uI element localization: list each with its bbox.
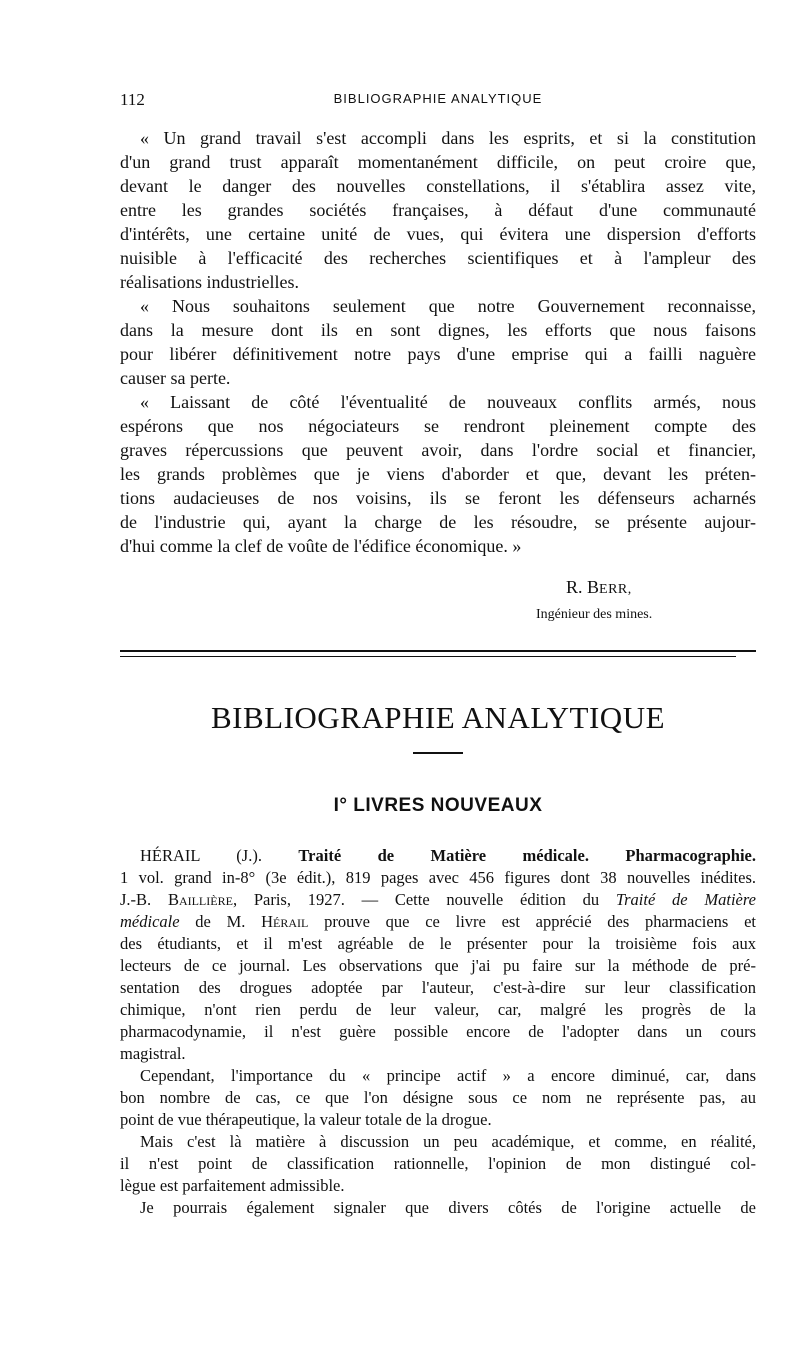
review-heading (120, 845, 756, 867)
text-line: bon nombre de cas, ce que l'on désigne sous ce nom ne représente pas, au (120, 1088, 756, 1107)
text-line (120, 889, 756, 911)
text-line: point de vue thérapeutique, la valeur totale de la drogue. (120, 1110, 492, 1129)
text-line: espérons que nos négociateurs se rendront pleinement compte des (120, 416, 756, 436)
text-line: Mais c'est là matière à discussion un peu académique, et comme, en réalité, (140, 1132, 756, 1151)
text-line: nuisible à l'efficacité des recherches scientifiques et à l'ampleur des (120, 248, 756, 268)
text-line: sentation des drogues adoptée par l'auteur, c'est-à-dire sur leur classification (120, 978, 756, 997)
text-line: chimique, n'ont rien perdu de leur valeur, car, malgré les progrès de la (120, 1000, 756, 1019)
text-line: les grands problèmes que je viens d'aborder et que, devant les préten- (120, 464, 756, 484)
text-line: pharmacodynamie, il n'est guère possible encore de l'adopter dans un cours (120, 1022, 756, 1041)
text-fragment: de M. (179, 912, 262, 931)
text-line: réalisations industrielles. (120, 272, 299, 292)
text-line: de l'industrie qui, ayant la charge de les résoudre, se présente aujour- (120, 512, 756, 532)
text-line: lègue est parfaitement admissible. (120, 1176, 345, 1195)
text-line: graves répercussions que peuvent avoir, dans l'ordre social et financier, (120, 440, 756, 460)
text-line: lecteurs de ce journal. Les observations que j'ai pu faire sur la méthode de pré- (120, 956, 756, 975)
text-line: entre les grandes sociétés françaises, à défaut d'une communauté (120, 200, 756, 220)
running-title: BIBLIOGRAPHIE ANALYTIQUE (333, 91, 543, 106)
text-line: d'hui comme la clef de voûte de l'édifice économique. » (120, 536, 522, 556)
author-name: Hérail (261, 912, 309, 931)
text-fragment: J.-B. (120, 890, 168, 909)
text-line: Je pourrais également signaler que divers côtés de l'origine actuelle de (140, 1198, 756, 1217)
text-line: magistral. (120, 1044, 186, 1063)
text-line: tions audacieuses de nos voisins, ils se feront les défenseurs acharnés (120, 488, 756, 508)
text-line: Cependant, l'importance du « principe actif » a encore diminué, car, dans (140, 1066, 756, 1085)
section-divider (120, 650, 756, 652)
text-line: il n'est point de classification rationnelle, l'opinion de mon distingué col- (120, 1154, 756, 1173)
text-fragment: prouve que ce livre est apprécié des pharmaciens et (308, 912, 756, 931)
signature-surname: ERR, (599, 582, 632, 597)
text-fragment: , Paris, 1927. — Cette nouvelle édition du (232, 890, 616, 909)
text-line: « Laissant de côté l'éventualité de nouveaux conflits armés, nous (140, 392, 756, 412)
book-title-italic: médicale (120, 912, 180, 931)
review-book-title: Traité de Matière médicale. Pharmacographie. (298, 846, 756, 865)
page-number: 112 (120, 90, 145, 109)
text-line: causer sa perte. (120, 368, 231, 388)
publisher-name: Baillière (167, 890, 233, 909)
review-author: HÉRAIL (J.). (140, 846, 262, 865)
text-line (120, 911, 756, 933)
text-line: 1 vol. grand in-8° (3e édit.), 819 pages avec 456 figures dont 38 nouvelles inédites. (120, 868, 756, 887)
text-line: devant le danger des nouvelles constellations, il s'établira assez vite, (120, 176, 756, 196)
signature-name (566, 577, 632, 598)
text-line: d'un grand trust apparaît momentanément difficile, on peut croire que, (120, 152, 756, 172)
signature-initial: R. B (566, 577, 600, 597)
subsection-title: I° LIVRES NOUVEAUX (333, 795, 543, 816)
section-title: BIBLIOGRAPHIE ANALYTIQUE (210, 700, 666, 735)
text-line: « Un grand travail s'est accompli dans les esprits, et si la constitution (140, 128, 756, 148)
running-header (120, 90, 756, 112)
article-conclusion (120, 126, 756, 558)
title-underline (413, 752, 463, 754)
text-line: des étudiants, et il m'est agréable de le présenter pour la troisième fois aux (120, 934, 756, 953)
book-title-italic: Traité de Matière (615, 890, 757, 909)
book-review (120, 845, 756, 1219)
text-line: pour libérer définitivement notre pays d'une emprise qui a failli naguère (120, 344, 756, 364)
text-line: « Nous souhaitons seulement que notre Gouvernement reconnaisse, (140, 296, 756, 316)
text-line: d'intérêts, une certaine unité de vues, qui évitera une dispersion d'efforts (120, 224, 756, 244)
text-line: dans la mesure dont ils en sont dignes, les efforts que nous faisons (120, 320, 756, 340)
signature-title: Ingénieur des mines. (536, 607, 653, 622)
section-divider (120, 656, 736, 657)
